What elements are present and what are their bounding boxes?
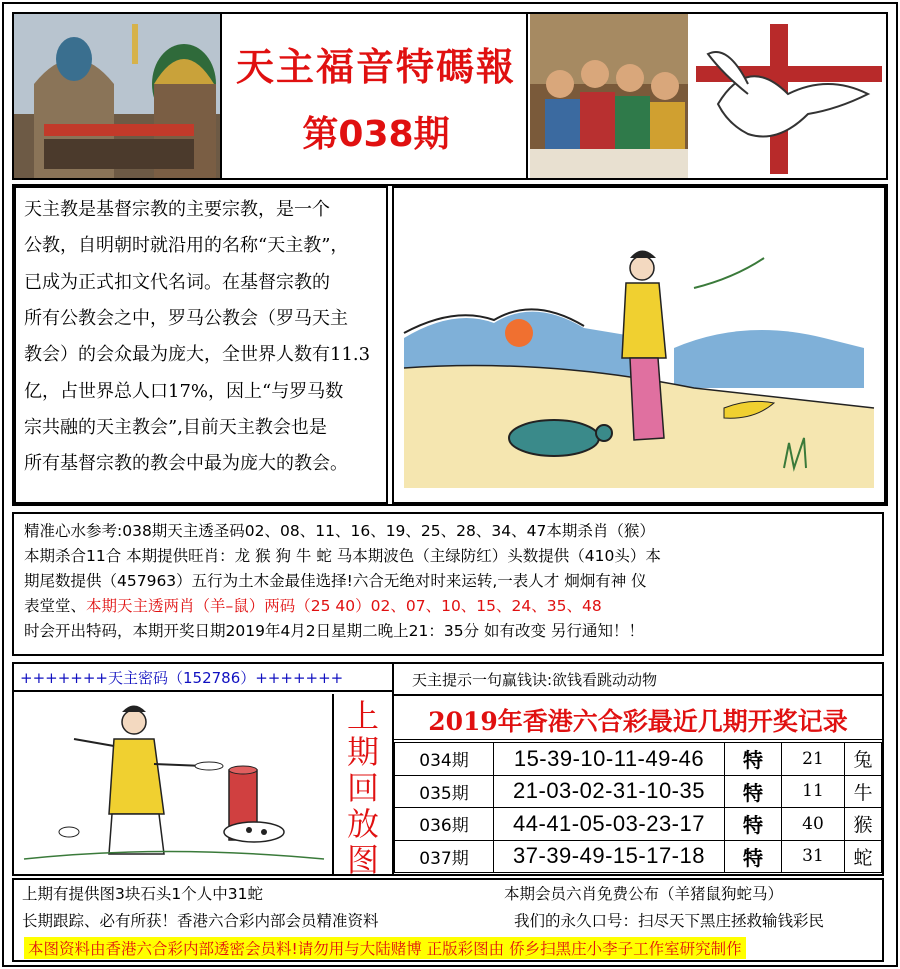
intro-line: 所有公教会之中，罗马公教会（罗马天主	[24, 308, 348, 329]
special-label-cell: 特	[725, 775, 782, 808]
replay-char: 放	[346, 805, 379, 843]
special-number-cell: 11	[782, 775, 845, 808]
intro-line: 已成为正式扣文代名词。在基督宗教的	[24, 272, 330, 293]
special-label-cell: 特	[725, 808, 782, 841]
woman-turtle-illustration	[392, 186, 886, 504]
issue-cell: 037期	[395, 840, 494, 873]
zodiac-cell: 猴	[845, 808, 882, 841]
numbers-cell: 15-39-10-11-49-46	[494, 743, 725, 776]
replay-char: 回	[346, 769, 379, 807]
table-row	[395, 840, 882, 873]
intro-line: 所有基督宗教的教会中最为庞大的教会。	[24, 453, 348, 474]
title-panel	[220, 14, 528, 178]
footer-text: 长期跟踪、必有所获！香港六合彩内部会员精准资料	[22, 912, 379, 930]
info-line: 期尾数提供（457963）五行为土木金最佳选择!六合无绝对时来运转,一表人才 炯炯有神 仪	[24, 572, 647, 590]
intro-text-box	[14, 186, 388, 504]
last-supper-image	[530, 14, 688, 178]
info-text: 表堂堂、	[24, 597, 87, 615]
tip-text: 天主提示一句赢钱诀:欲钱看跳动动物	[412, 671, 658, 689]
numbers-cell: 44-41-05-03-23-17	[494, 808, 725, 841]
intro-line: 亿，占世界总人口17%，因上“与罗马数	[24, 381, 344, 402]
replay-illustration	[14, 694, 332, 874]
issue-cell: 035期	[395, 775, 494, 808]
info-highlight: 本期天主透两肖（羊–鼠）两码（25 40）02、07、10、15、24、35、48	[86, 597, 602, 615]
table-row	[395, 775, 882, 808]
zodiac-cell: 牛	[845, 775, 882, 808]
page-title: 天主福音特碼報	[235, 45, 516, 89]
issue-number: 第038期	[302, 114, 450, 155]
replay-char: 期	[346, 733, 379, 771]
records-table	[394, 742, 882, 873]
info-line: 时会开出特码，本期开奖日期2019年4月2日星期二晚上21：35分 如有改变 另行通知！！	[24, 622, 644, 640]
table-row	[395, 808, 882, 841]
replay-char: 上	[346, 697, 379, 735]
records-title: 2019年香港六合彩最近几期开奖记录	[394, 702, 882, 740]
info-line: 本期杀合11合 本期提供旺肖：龙 猴 狗 牛 蛇 马本期波色（主绿防红）头数提供（410头）本	[24, 547, 661, 565]
footer-banner: 本图资料由香港六合彩内部透密会员料!请勿用与大陆赌博 正版彩图由 侨乡扫黑庄小李子工作室研究制作	[24, 937, 746, 959]
cross-dove-image	[688, 14, 886, 178]
secret-code: +++++++天主密码（152786）+++++++	[20, 669, 344, 687]
special-label-cell: 特	[725, 743, 782, 776]
intro-line: 公教，自明朝时就沿用的名称“天主教”，	[24, 235, 349, 256]
secret-code-bar	[14, 664, 392, 692]
cathedral-image	[14, 14, 220, 178]
intro-line: 教会）的会众最为庞大，全世界人数有11.3	[24, 344, 371, 365]
zodiac-cell: 兔	[845, 743, 882, 776]
zodiac-cell: 蛇	[845, 840, 882, 873]
special-number-cell: 40	[782, 808, 845, 841]
table-row	[395, 743, 882, 776]
intro-line: 宗共融的天主教会”,目前天主教会也是	[24, 417, 327, 438]
special-number-cell: 31	[782, 840, 845, 873]
lottery-records	[394, 696, 882, 874]
footer-text: 本期会员六肖免费公布（羊猪鼠狗蛇马）	[504, 885, 784, 903]
intro-line: 天主教是基督宗教的主要宗教，是一个	[24, 199, 330, 220]
footer-text: 上期有提供图3块石头1个人中31蛇	[22, 885, 263, 903]
special-number-cell: 21	[782, 743, 845, 776]
numbers-cell: 21-03-02-31-10-35	[494, 775, 725, 808]
replay-char: 图	[346, 841, 379, 879]
special-label-cell: 特	[725, 840, 782, 873]
numbers-cell: 37-39-49-15-17-18	[494, 840, 725, 873]
footer	[12, 878, 884, 962]
footer-text: 我们的永久口号：扫尽天下黑庄拯救输钱彩民	[514, 912, 825, 930]
tip-bar	[394, 664, 882, 696]
issue-cell: 036期	[395, 808, 494, 841]
info-section	[12, 512, 884, 656]
issue-cell: 034期	[395, 743, 494, 776]
info-line	[24, 595, 602, 618]
replay-label	[332, 694, 394, 879]
info-line: 精准心水参考:038期天主透圣码02、08、11、16、19、25、28、34、47本期杀肖（猴）	[24, 522, 655, 540]
